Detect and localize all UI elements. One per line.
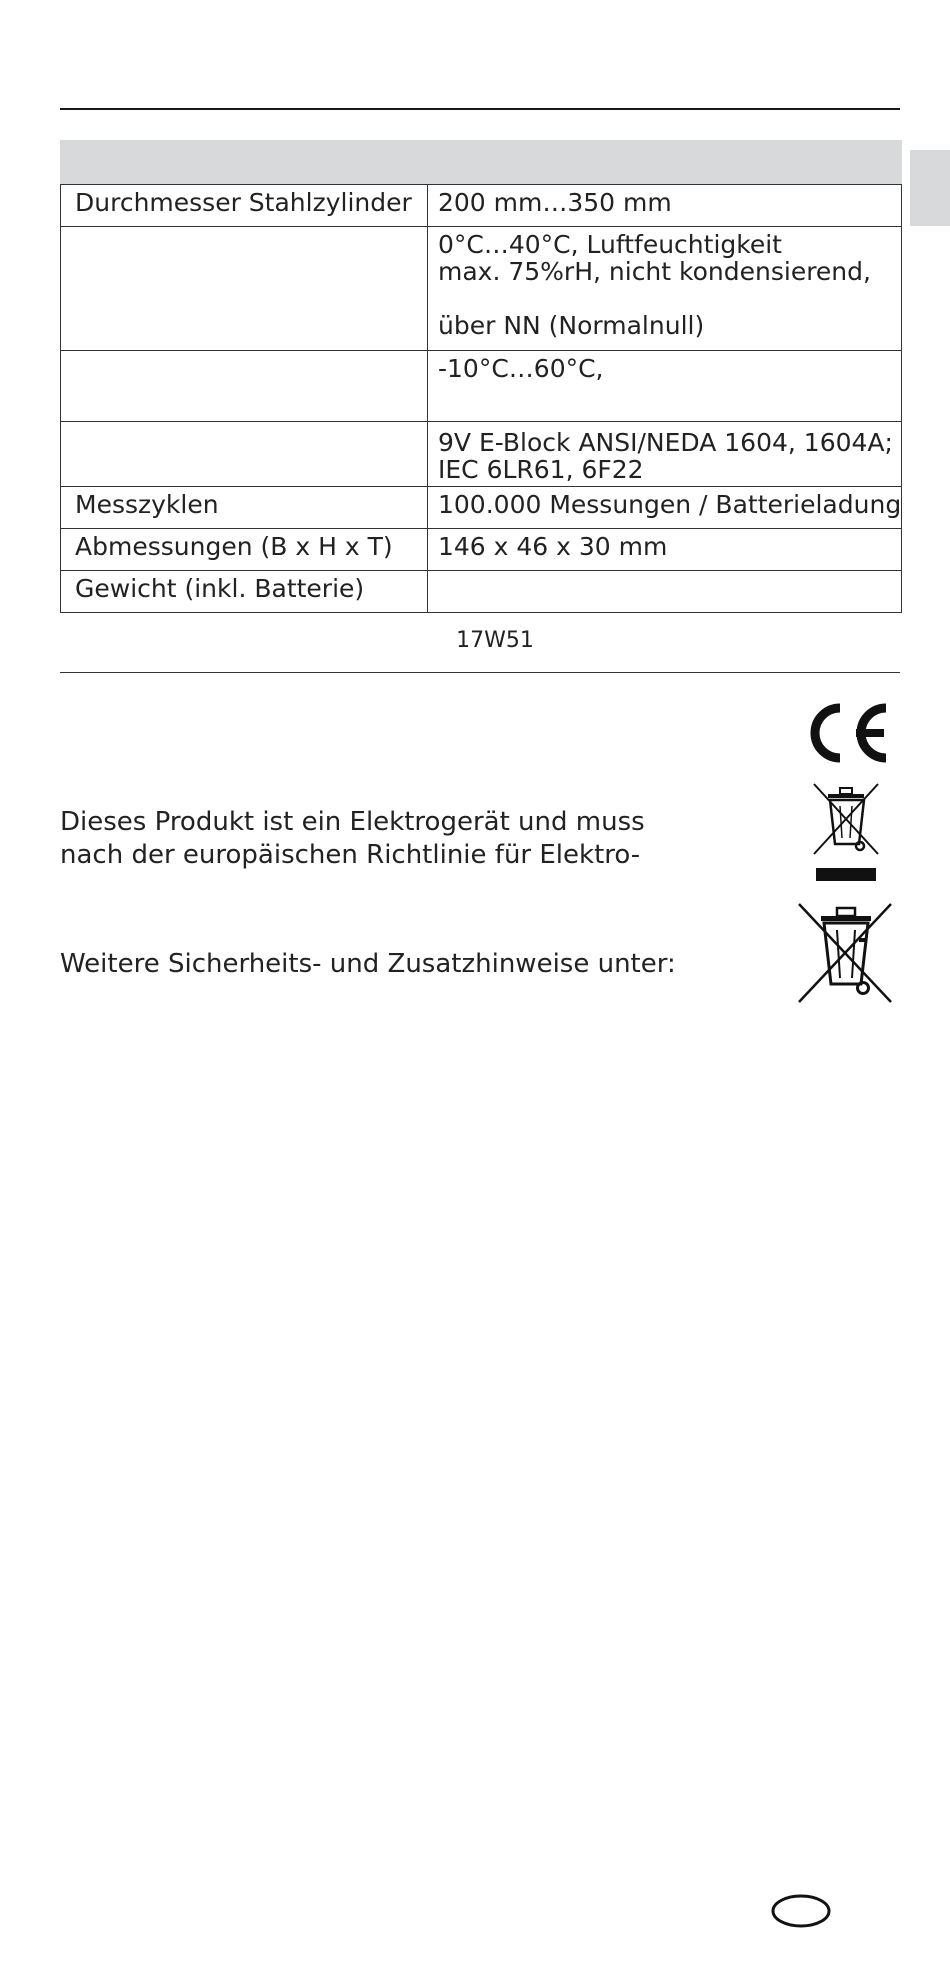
spec-value-gap xyxy=(438,285,891,312)
spec-label xyxy=(61,351,428,422)
spec-value xyxy=(428,227,902,351)
spec-value-line: 100.000 Messungen / Batterieladung xyxy=(438,490,902,519)
spec-value-line: 200 mm…350 mm xyxy=(438,188,672,217)
ce-mark-icon xyxy=(800,700,892,770)
spec-label: Abmessungen (B x H x T) xyxy=(61,529,428,571)
table-row xyxy=(61,185,902,227)
spec-value-line: IEC 6LR61, 6F22 xyxy=(438,455,644,484)
technical-data-table xyxy=(60,184,902,613)
table-row xyxy=(61,422,902,487)
spec-label: Gewicht (inkl. Batterie) xyxy=(61,571,428,613)
article-code: 17W51 xyxy=(456,628,534,653)
spec-value-line: 146 x 46 x 30 mm xyxy=(438,532,668,561)
disposal-notice xyxy=(60,806,645,872)
spec-value xyxy=(428,185,902,227)
crossed-out-bin-icon xyxy=(810,782,882,890)
spec-value-line: 9V E-Block ANSI/NEDA 1604, 1604A; xyxy=(438,428,893,457)
spec-label xyxy=(61,422,428,487)
spec-label: Messzyklen xyxy=(61,487,428,529)
spec-value xyxy=(428,529,902,571)
safety-note: Weitere Sicherheits- und Zusatzhinweise unter: xyxy=(60,949,676,979)
spec-value-line: -10°C…60°C, xyxy=(438,354,604,383)
spec-value-line: 0°C…40°C, Luftfeuchtigkeit xyxy=(438,230,782,259)
section-divider xyxy=(60,672,900,673)
disposal-line: Dieses Produkt ist ein Elektrogerät und muss xyxy=(60,807,645,837)
spec-value xyxy=(428,571,902,613)
table-row xyxy=(61,351,902,422)
spec-value xyxy=(428,351,902,422)
table-row xyxy=(61,529,902,571)
table-row xyxy=(61,571,902,613)
spec-value xyxy=(428,487,902,529)
spec-table-header xyxy=(60,140,902,184)
table-row xyxy=(61,227,902,351)
spec-label: Durchmesser Stahlzylinder xyxy=(61,185,428,227)
disposal-line: nach der europäischen Richtlinie für Elektro- xyxy=(60,840,641,870)
language-side-tab xyxy=(910,150,950,226)
language-oval-icon xyxy=(770,1893,832,1933)
spec-value-line: über NN (Normalnull) xyxy=(438,311,705,340)
table-row xyxy=(61,487,902,529)
spec-label xyxy=(61,227,428,351)
spec-value xyxy=(428,422,902,487)
spec-value-line: max. 75%rH, nicht kondensierend, xyxy=(438,257,871,286)
crossed-out-bin-icon xyxy=(795,902,895,1010)
top-rule xyxy=(60,108,900,110)
